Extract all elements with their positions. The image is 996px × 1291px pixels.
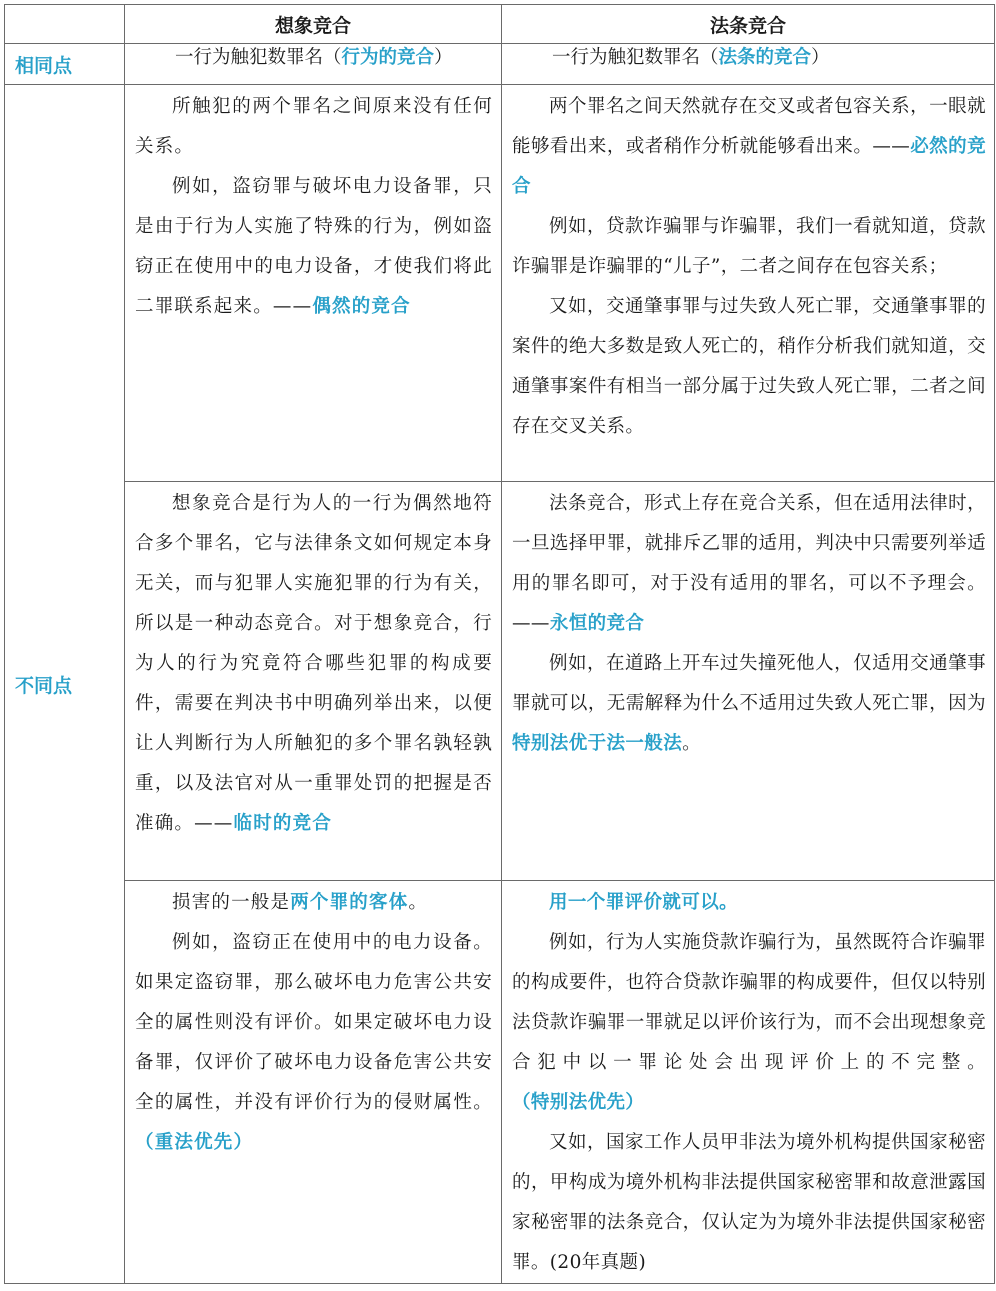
difference-row-1 bbox=[5, 85, 995, 482]
highlight: 两个罪的客体 bbox=[290, 892, 409, 913]
diff1-left-p1: 所触犯的两个罪名之间原来没有任何关系。 bbox=[135, 96, 493, 157]
highlight: 偶然的竞合 bbox=[312, 296, 411, 317]
diff2-right-cell bbox=[502, 482, 995, 881]
diff3-right-p2: 例如，行为人实施贷款诈骗行为，虽然既符合诈骗罪的构成要件，也符合贷款诈骗罪的构成要件，但仅以特别法贷款诈骗罪一罪就足以评价该行为，而不会出现想象竞合犯中以一罪论处会出现评价上的不完整。（特别法优先） bbox=[512, 932, 986, 1113]
diff1-right-p1: 两个罪名之间天然就存在交叉或者包容关系，一眼就能够看出来，或者稍作分析就能够看出来。——必然的竞合 bbox=[512, 96, 986, 197]
highlight: 特别法优于法一般法 bbox=[512, 733, 683, 754]
diff3-right-p1 bbox=[512, 883, 986, 923]
diff2-right-p1: 法条竞合，形式上存在竞合关系，但在适用法律时，一旦选择甲罪，就排斥乙罪的适用，判决中只需要列举适用的罪名即可，对于没有适用的罪名，可以不予理会。——永恒的竞合 bbox=[512, 493, 986, 634]
diff3-left-p2: 例如，盗窃正在使用中的电力设备。如果定盗窃罪，那么破坏电力危害公共安全的属性则没有评价。如果定破坏电力设备罪，仅评价了破坏电力设备危害公共安全的属性，并没有评价行为的侵财属性。（重法优先） bbox=[135, 932, 493, 1153]
diff2-left-p1: 想象竞合是行为人的一行为偶然地符合多个罪名，它与法律条文如何规定本身无关，而与犯罪人实施犯罪的行为有关，所以是一种动态竞合。对于想象竞合，行为人的行为究竟符合哪些犯罪的构成要件，需要在判决书中明确列举出来，以便让人判断行为人所触犯的多个罪名孰轻孰重，以及法官对从一重罪处罚的把握是否准确。——临时的竞合 bbox=[135, 493, 493, 834]
difference-label: 不同点 bbox=[5, 85, 125, 1284]
diff3-right-cell bbox=[502, 881, 995, 1284]
similarity-label: 相同点 bbox=[5, 44, 125, 85]
highlight: 永恒的竞合 bbox=[549, 613, 645, 634]
diff1-left-p2: 例如，盗窃罪与破坏电力设备罪，只是由于行为人实施了特殊的行为，例如盗窃正在使用中的电力设备，才使我们将此二罪联系起来。——偶然的竞合 bbox=[135, 176, 493, 317]
diff2-right-p2: 例如，在道路上开车过失撞死他人，仅适用交通肇事罪就可以，无需解释为什么不适用过失致人死亡罪，因为特别法优于法一般法。 bbox=[512, 653, 986, 754]
similarity-left-cell bbox=[125, 44, 502, 85]
similarity-right-text: 一行为触犯数罪名（法条的竞合） bbox=[552, 47, 830, 68]
highlight: 行为的竞合 bbox=[341, 47, 435, 68]
header-row bbox=[5, 5, 995, 44]
similarity-left-text: 一行为触犯数罪名（行为的竞合） bbox=[175, 47, 453, 68]
comparison-table bbox=[4, 4, 995, 1284]
diff3-left-p1: 损害的一般是两个罪的客体。 bbox=[172, 892, 429, 913]
header-statutory-concurrence: 法条竞合 bbox=[502, 5, 995, 44]
similarity-right-cell bbox=[502, 44, 995, 85]
similarity-row bbox=[5, 44, 995, 85]
diff2-left-cell bbox=[125, 482, 502, 881]
diff3-right-p3: 又如，国家工作人员甲非法为境外机构提供国家秘密的，甲构成为境外机构非法提供国家秘密罪和故意泄露国家秘密罪的法条竞合，仅认定为为境外非法提供国家秘密罪。(20年真题) bbox=[512, 1132, 986, 1273]
highlight: （特别法优先） bbox=[512, 1092, 645, 1113]
highlight: 必然的竞合 bbox=[512, 136, 986, 197]
diff1-left-cell bbox=[125, 85, 502, 482]
highlight: 法条的竞合 bbox=[718, 47, 812, 68]
diff1-right-cell bbox=[502, 85, 995, 482]
diff1-right-p2: 例如，贷款诈骗罪与诈骗罪，我们一看就知道，贷款诈骗罪是诈骗罪的“儿子”，二者之间存在包容关系； bbox=[512, 216, 986, 277]
diff1-right-p3: 又如，交通肇事罪与过失致人死亡罪，交通肇事罪的案件的绝大多数是致人死亡的，稍作分析我们就知道，交通肇事案件有相当一部分属于过失致人死亡罪，二者之间存在交叉关系。 bbox=[512, 296, 986, 437]
highlight: 临时的竞合 bbox=[233, 813, 333, 834]
difference-row-3 bbox=[5, 881, 995, 1284]
header-blank bbox=[5, 5, 125, 44]
header-imaginative-concurrence: 想象竞合 bbox=[125, 5, 502, 44]
highlight: 用一个罪评价就可以。 bbox=[549, 892, 739, 913]
highlight: （重法优先） bbox=[135, 1132, 254, 1153]
diff3-left-cell bbox=[125, 881, 502, 1284]
difference-row-2 bbox=[5, 482, 995, 881]
